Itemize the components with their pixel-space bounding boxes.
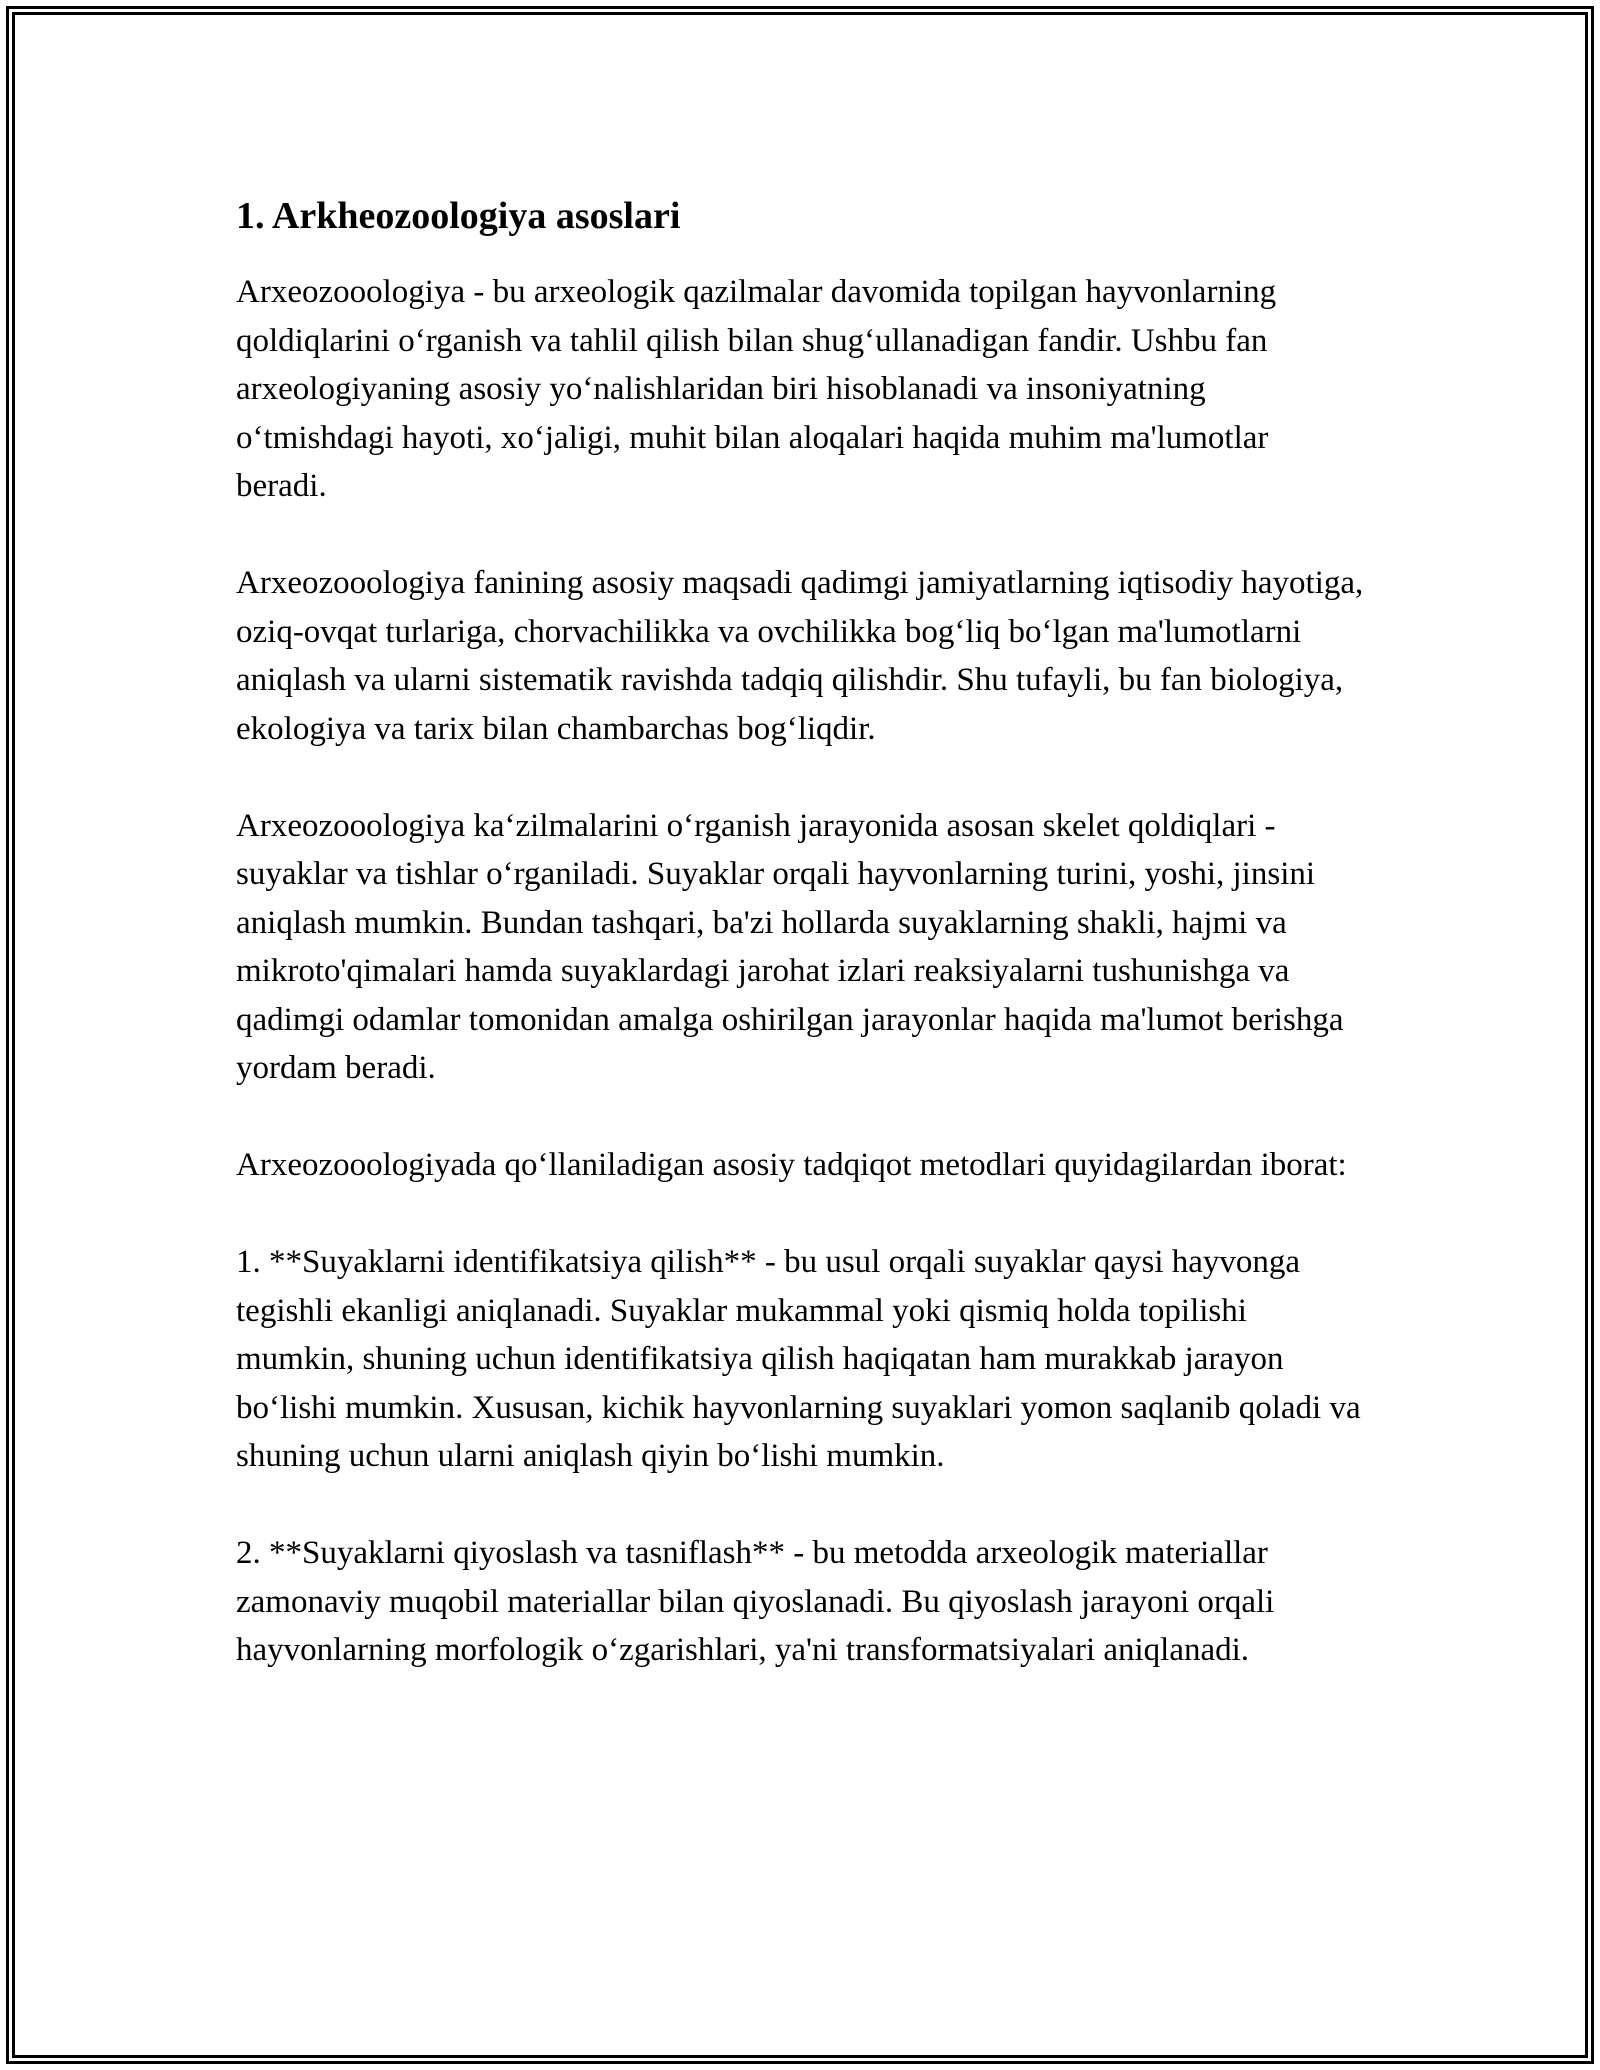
paragraph-skeletal-remains: Arxeozooologiya kaʻzilmalarini oʻrganish jarayonida asosan skelet qoldiqlari - suyaklar va tishlar oʻrganiladi. Suyaklar orqali hayvonlarning turini, yoshi, jinsini aniqlash mumkin. Bundan tashqari, ba'zi hollarda suyaklarning shakli, hajmi va mikroto'qimalari hamda suyaklardagi jarohat izlari reaksiyalarni tushunishga va qadimgi odamlar tomonidan amalga oshirilgan jarayonlar haqida ma'lumot berishga yordam beradi.	[236, 807, 1344, 1086]
paragraph-method-comparison: 2. **Suyaklarni qiyoslash va tasniflash** - bu metodda arxeologik materiallar zamonaviy muqobil materiallar bilan qiyoslanadi. Bu qiyoslash jarayoni orqali hayvonlarning morfologik oʻzgarishlari, ya'ni transformatsiyalari aniqlanadi.	[236, 1535, 1275, 1668]
paragraph-goal: Arxeozooologiya fanining asosiy maqsadi qadimgi jamiyatlarning iqtisodiy hayotiga, oziq-ovqat turlariga, chorvachilikka va ovchilikka bogʻliq boʻlgan ma'lumotlarni aniqlash va ularni sistematik ravishda tadqiq qilishdir. Shu tufayli, bu fan biologiya, ekologiya va tarix bilan chambarchas bogʻliqdir.	[236, 565, 1364, 747]
document-page	[236, 188, 1366, 1675]
paragraph-methods-intro: Arxeozooologiyada qoʻllaniladigan asosiy tadqiqot metodlari quyidagilardan iborat:	[236, 1147, 1347, 1183]
paragraph-definition: Arxeozooologiya - bu arxeologik qazilmalar davomida topilgan hayvonlarning qoldiqlarini oʻrganish va tahlil qilish bilan shugʻullanadigan fandir. Ushbu fan arxeologiyaning asosiy yoʻnalishlaridan biri hisoblanadi va insoniyatning oʻtmishdagi hayoti, xoʻjaligi, muhit bilan aloqalari haqida muhim ma'lumotlar beradi.	[236, 274, 1277, 504]
paragraph-method-identification: 1. **Suyaklarni identifikatsiya qilish** - bu usul orqali suyaklar qaysi hayvonga tegishli ekanligi aniqlanadi. Suyaklar mukammal yoki qismiq holda topilishi mumkin, shuning uchun identifikatsiya qilish haqiqatan ham murakkab jarayon boʻlishi mumkin. Xususan, kichik hayvonlarning suyaklari yomon saqlanib qoladi va shuning uchun ularni aniqlash qiyin boʻlishi mumkin.	[236, 1244, 1361, 1474]
document-title: 1. Arkheozoologiya asoslari	[236, 195, 681, 237]
